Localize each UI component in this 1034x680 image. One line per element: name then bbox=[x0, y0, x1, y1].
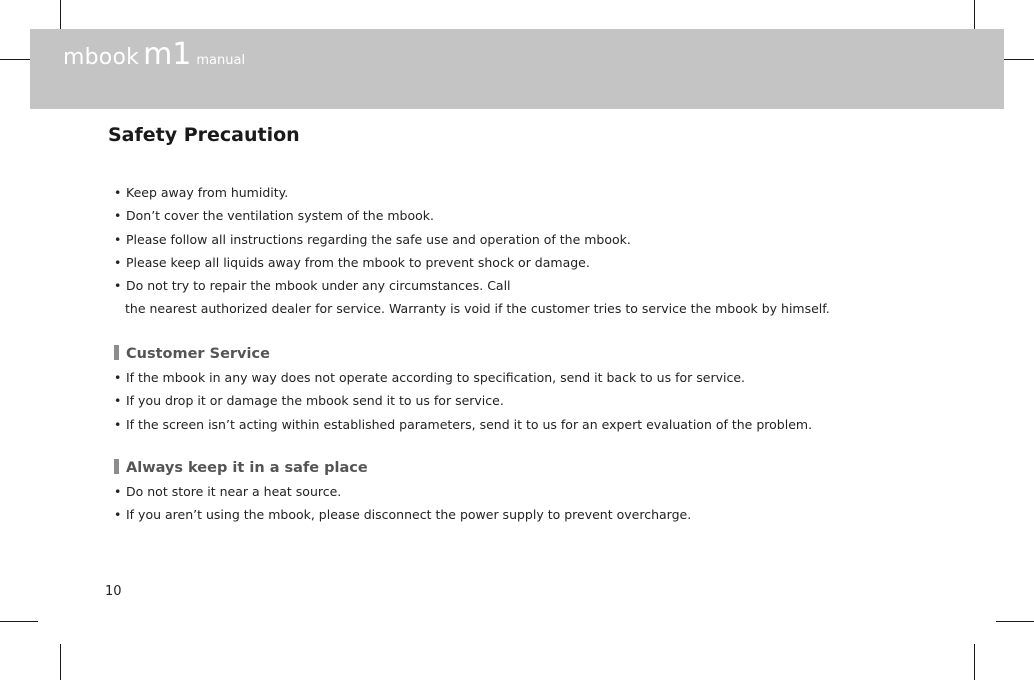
safe-place-section bbox=[114, 457, 691, 527]
heading-bar-marker bbox=[114, 345, 119, 360]
heading-bar-marker bbox=[114, 459, 119, 474]
brand-logo bbox=[63, 37, 246, 72]
brand-subtitle: manual bbox=[196, 53, 246, 68]
safe-place-list bbox=[114, 480, 691, 527]
list-item: • If the screen isn’t acting within established parameters, send it to us for an expert evaluation of the problem. bbox=[114, 413, 812, 436]
crop-mark-bottom-left bbox=[60, 644, 61, 680]
section-heading-label: Customer Service bbox=[126, 346, 270, 362]
crop-mark-left-bottom bbox=[0, 621, 38, 622]
customer-service-section bbox=[114, 343, 812, 436]
brand-model: m1 bbox=[143, 37, 192, 72]
precautions-section bbox=[114, 181, 830, 321]
section-heading bbox=[114, 457, 691, 480]
crop-mark-bottom-right bbox=[974, 644, 975, 680]
list-item: • Do not try to repair the mbook under any circumstances. Call bbox=[114, 274, 830, 297]
precautions-list bbox=[114, 181, 830, 297]
page-title: Safety Precaution bbox=[108, 124, 300, 146]
customer-service-list bbox=[114, 366, 812, 436]
brand-name: mbook bbox=[63, 45, 140, 70]
list-item: • If you aren’t using the mbook, please disconnect the power supply to prevent overcharge. bbox=[114, 503, 691, 526]
list-item: • Please keep all liquids away from the mbook to prevent shock or damage. bbox=[114, 251, 830, 274]
list-item: • If the mbook in any way does not operate according to specification, send it back to us for service. bbox=[114, 366, 812, 389]
list-item: • Keep away from humidity. bbox=[114, 181, 830, 204]
list-item: • Do not store it near a heat source. bbox=[114, 480, 691, 503]
list-item: • Don’t cover the ventilation system of the mbook. bbox=[114, 204, 830, 227]
list-item: • Please follow all instructions regarding the safe use and operation of the mbook. bbox=[114, 228, 830, 251]
section-heading-label: Always keep it in a safe place bbox=[126, 460, 368, 476]
crop-mark-right-bottom bbox=[996, 621, 1034, 622]
list-item-continuation: the nearest authorized dealer for service. Warranty is void if the customer tries to service the mbook by himself. bbox=[125, 301, 830, 317]
list-item: • If you drop it or damage the mbook send it to us for service. bbox=[114, 389, 812, 412]
section-heading bbox=[114, 343, 812, 366]
page-number: 10 bbox=[105, 584, 122, 599]
